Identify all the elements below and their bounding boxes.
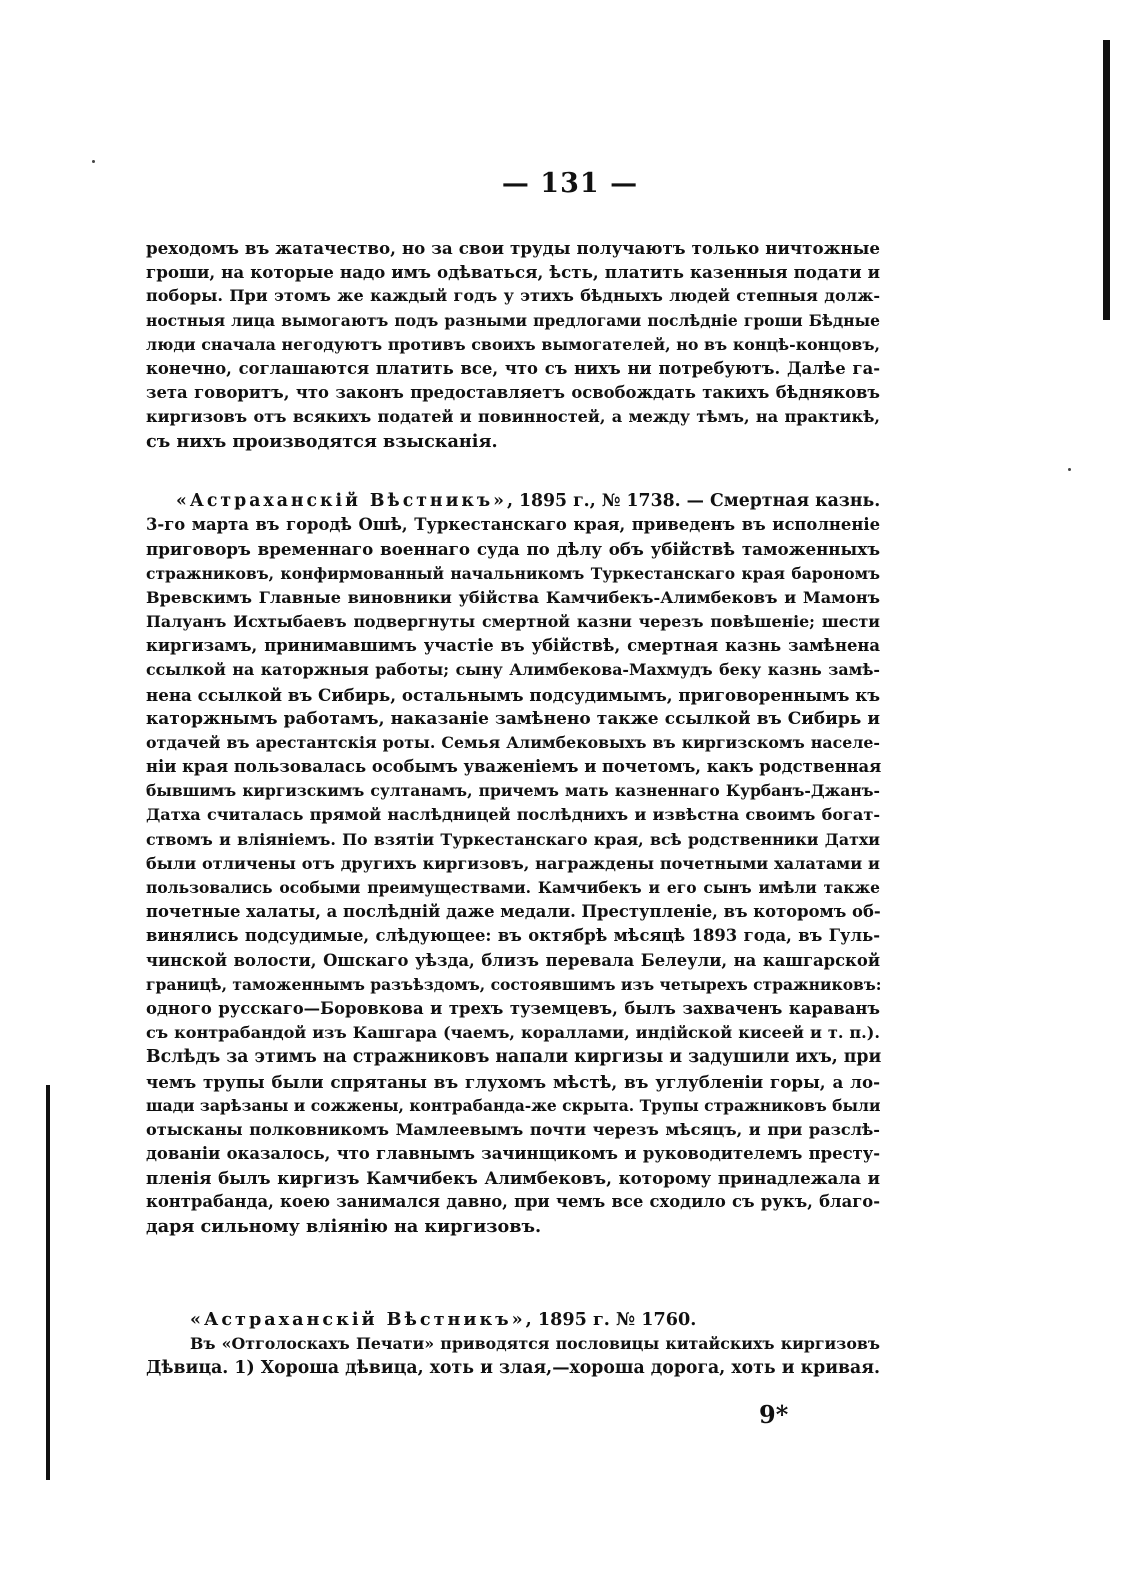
scan-speck [1068, 468, 1071, 471]
text-line: пленія былъ киргизъ Камчибекъ Алимбековъ, которому принадлежала и [146, 1168, 880, 1189]
text-line: чемъ трупы были спрятаны въ глухомъ мѣстѣ, въ углубленіи горы, а ло- [146, 1071, 880, 1092]
text-line: реходомъ въ жатачество, но за свои труды получаютъ только ничтожные [146, 238, 880, 258]
text-line: поборы. При этомъ же каждый годъ у этихъ бѣдныхъ людей степныя долж- [146, 286, 880, 306]
text-line: Вревскимъ Главные виновники убійства Камчибекъ-Алимбековъ и Мамонъ [146, 587, 880, 607]
text-line: пользовались особыми преимуществами. Камчибекъ и его сынъ имѣли также [146, 878, 880, 897]
article-citation: , 1895 г. № 1760. [525, 1309, 697, 1330]
source-title: «Астраханскій Вѣстникъ» [176, 491, 507, 511]
text-line: шади зарѣзаны и сожжены, контрабанда-же скрыта. Трупы стражниковъ были [146, 1095, 881, 1115]
text-line: ссылкой на каторжныя работы; сыну Алимбекова-Махмудъ беку казнь замѣ- [146, 660, 880, 680]
text-line: стражниковъ, конфирмованный начальникомъ Туркестанскаго края барономъ [146, 563, 880, 583]
text-line: Палуанъ Исхтыбаевъ подвергнуты смертной казни черезъ повѣшеніе; шести [146, 611, 880, 631]
text-line: нена ссылкой въ Сибирь, остальнымъ подсудимымъ, приговореннымъ къ [146, 684, 881, 705]
text-line: люди сначала негодуютъ противъ своихъ вымогателей, но въ концѣ-концовъ, [146, 334, 880, 354]
text-line: киргизамъ, принимавшимъ участіе въ убійствѣ, смертная казнь замѣнена [146, 636, 880, 656]
text-line: приговоръ временнаго военнаго суда по дѣлу объ убійствѣ таможенныхъ [146, 539, 880, 560]
text-line: 3-го марта въ городѣ Ошѣ, Туркестанскаго края, приведенъ въ исполненіе [146, 515, 880, 535]
text-line: Вслѣдъ за этимъ на стражниковъ напали киргизы и задушили ихъ, при [146, 1047, 882, 1068]
text-line: Дѣвица. 1) Хороша дѣвица, хоть и злая,—хороша дорога, хоть и кривая. [146, 1358, 880, 1379]
paragraph-2 [146, 489, 880, 1239]
text-line: чинской волости, Ошскаго уѣзда, близъ перевала Белеули, на кашгарской [146, 950, 880, 970]
text-line: конечно, соглашаются платить все, что съ нихъ ни потребуютъ. Далѣе га- [146, 358, 880, 378]
text-line: бывшимъ киргизскимъ султанамъ, причемъ мать казненнаго Курбанъ-Джанъ- [146, 781, 880, 801]
text-line: отдачей въ арестантскія роты. Семья Алимбековыхъ въ киргизскомъ населе- [146, 732, 880, 752]
text-line: винялись подсудимые, слѣдующее: въ октябрѣ мѣсяцѣ 1893 года, въ Гуль- [146, 926, 880, 946]
text-line: одного русскаго—Боровкова и трехъ туземцевъ, былъ захваченъ караванъ [146, 998, 880, 1018]
page-number: — 131 — [501, 168, 639, 199]
source-title: «Астраханскій Вѣстникъ» [190, 1309, 526, 1330]
text-line: ніи края пользовалась особымъ уваженіемъ и почетомъ, какъ родственная [146, 757, 882, 777]
paragraph-3 [146, 1308, 880, 1381]
text-line: дованіи оказалось, что главнымъ зачинщикомъ и руководителемъ престу- [146, 1144, 880, 1164]
text-line: киргизовъ отъ всякихъ податей и повинностей, а между тѣмъ, на практикѣ, [146, 407, 880, 427]
text-line: Въ «Отголоскахъ Печати» приводятся пословицы китайскихъ киргизовъ [190, 1334, 880, 1354]
paragraph-1 [146, 236, 880, 454]
article-heading [146, 1308, 880, 1332]
text-line: ствомъ и вліяніемъ. По взятіи Туркестанскаго края, всѣ родственники Датхи [146, 829, 880, 849]
scan-speck [92, 160, 95, 163]
article-heading [146, 489, 880, 513]
text-line: были отличены отъ другихъ киргизовъ, награждены почетными халатами и [146, 853, 880, 873]
text-line: съ контрабандой изъ Кашгара (чаемъ, кораллами, индійской кисеей и т. п.). [146, 1023, 880, 1043]
text-line: зета говоритъ, что законъ предоставляетъ освобождать такихъ бѣдняковъ [146, 383, 880, 403]
text-line: гроши, на которые надо имъ одѣваться, ѣсть, платить казенныя подати и [146, 262, 880, 283]
text-line: каторжнымъ работамъ, наказаніе замѣнено также ссылкой въ Сибирь и [146, 708, 880, 729]
signature-mark: 9* [759, 1400, 789, 1429]
text-line: отысканы полковникомъ Мамлеевымъ почти черезъ мѣсяцъ, и при разслѣ- [146, 1119, 880, 1139]
text-line: Датха считалась прямой наслѣдницей послѣднихъ и извѣстна своимъ богат- [146, 805, 880, 825]
text-line: почетные халаты, а послѣдній даже медали. Преступленіе, въ которомъ об- [146, 902, 881, 922]
text-line: даря сильному вліянію на киргизовъ. [146, 1215, 542, 1237]
scan-edge-left [46, 1085, 50, 1480]
text-line: съ нихъ производятся взысканія. [146, 430, 498, 452]
article-citation: , 1895 г., № 1738. — Смертная казнь. [506, 491, 881, 511]
text-line: ностныя лица вымогаютъ подъ разными предлогами послѣдніе гроши Бѣдные [146, 310, 880, 330]
text-line: контрабанда, коею занимался давно, при чемъ все сходило съ рукъ, благо- [146, 1192, 880, 1212]
text-line: границѣ, таможеннымъ разъѣздомъ, состоявшимъ изъ четырехъ стражниковъ: [146, 974, 882, 994]
